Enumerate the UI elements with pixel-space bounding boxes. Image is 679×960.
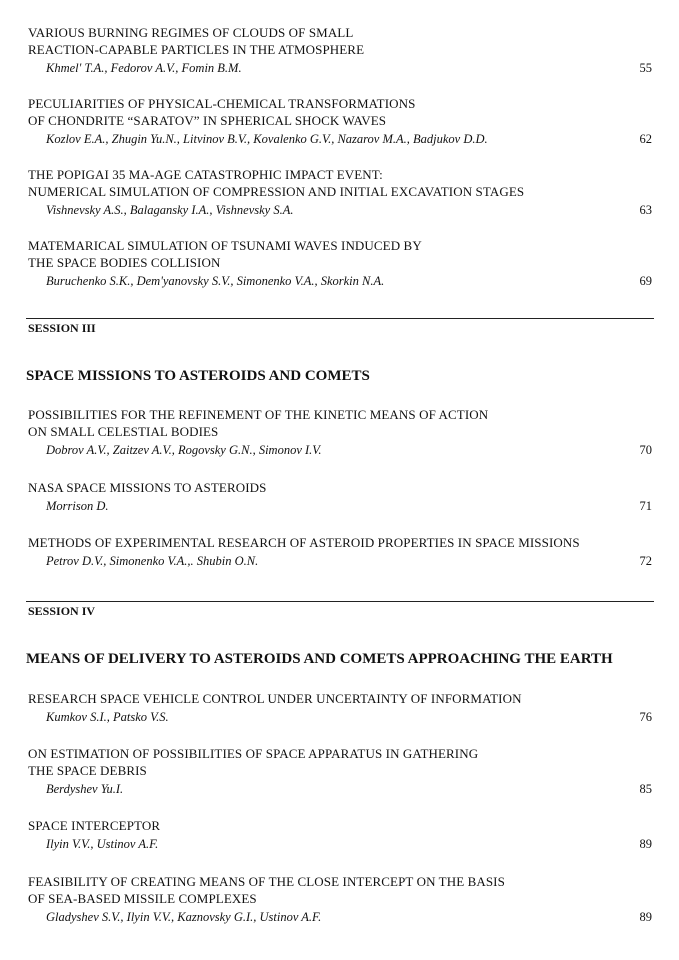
session-label: SESSION III [28, 321, 96, 335]
entry-authors-row [28, 708, 652, 726]
entry-authors-row [28, 835, 652, 853]
entry-title-line: NASA SPACE MISSIONS TO ASTEROIDS [28, 480, 267, 495]
entry-title-line: ON ESTIMATION OF POSSIBILITIES OF SPACE APPARATUS IN GATHERING [28, 746, 479, 761]
entry-title-line: SPACE INTERCEPTOR [28, 818, 161, 833]
entry-title-line: POSSIBILITIES FOR THE REFINEMENT OF THE KINETIC MEANS OF ACTION [28, 407, 489, 422]
toc-entry[interactable] [28, 237, 652, 290]
entry-title-line: REACTION-CAPABLE PARTICLES IN THE ATMOSPHERE [28, 42, 365, 57]
entry-page-number: 55 [639, 61, 652, 75]
entry-authors: Berdyshev Yu.I. [46, 782, 124, 796]
toc-entry[interactable] [28, 166, 652, 219]
entry-authors: Buruchenko S.K., Dem'yanovsky S.V., Simonenko V.A., Skorkin N.A. [46, 274, 385, 288]
entry-title-line: VARIOUS BURNING REGIMES OF CLOUDS OF SMALL [28, 25, 354, 40]
toc-entry[interactable] [28, 534, 652, 570]
entry-authors-row [28, 908, 652, 926]
entry-authors: Gladyshev S.V., Ilyin V.V., Kaznovsky G.I., Ustinov A.F. [46, 910, 322, 924]
entry-authors-row [28, 780, 652, 798]
entry-title-line: THE SPACE BODIES COLLISION [28, 255, 221, 270]
entry-page-number: 72 [639, 554, 652, 568]
entry-title-line: THE POPIGAI 35 MA-AGE CATASTROPHIC IMPACT EVENT: [28, 167, 383, 182]
toc-entry[interactable] [28, 873, 652, 926]
entry-authors: Khmel' T.A., Fedorov A.V., Fomin B.M. [46, 61, 242, 75]
entry-title-line: RESEARCH SPACE VEHICLE CONTROL UNDER UNCERTAINTY OF INFORMATION [28, 691, 522, 706]
entry-title-line: ON SMALL CELESTIAL BODIES [28, 424, 219, 439]
toc-entry[interactable] [28, 690, 652, 726]
entry-authors: Petrov D.V., Simonenko V.A.,. Shubin O.N. [46, 554, 259, 568]
entry-authors: Vishnevsky A.S., Balagansky I.A., Vishnevsky S.A. [46, 203, 294, 217]
entry-page-number: 63 [639, 203, 652, 217]
entry-title-line: MATEMARICAL SIMULATION OF TSUNAMI WAVES INDUCED BY [28, 238, 422, 253]
entry-title-line: METHODS OF EXPERIMENTAL RESEARCH OF ASTEROID PROPERTIES IN SPACE MISSIONS [28, 535, 580, 550]
entry-page-number: 89 [639, 910, 652, 924]
entry-authors-row [28, 130, 652, 148]
entry-authors: Morrison D. [46, 499, 109, 513]
entry-authors-row [28, 59, 652, 77]
toc-entry[interactable] [28, 745, 652, 798]
toc-entry[interactable] [28, 24, 652, 77]
entry-page-number: 69 [639, 274, 652, 288]
entry-authors: Ilyin V.V., Ustinov A.F. [46, 837, 159, 851]
section-divider [26, 601, 654, 602]
entry-title-line: NUMERICAL SIMULATION OF COMPRESSION AND INITIAL EXCAVATION STAGES [28, 184, 525, 199]
entry-page-number: 62 [639, 132, 652, 146]
toc-entry[interactable] [28, 817, 652, 853]
entry-authors: Dobrov A.V., Zaitzev A.V., Rogovsky G.N., Simonov I.V. [46, 443, 322, 457]
entry-page-number: 76 [639, 710, 652, 724]
entry-authors-row [28, 272, 652, 290]
entry-title-line: FEASIBILITY OF CREATING MEANS OF THE CLOSE INTERCEPT ON THE BASIS [28, 874, 505, 889]
entry-authors-row [28, 497, 652, 515]
entry-authors: Kozlov E.A., Zhugin Yu.N., Litvinov B.V., Kovalenko G.V., Nazarov M.A., Badjukov D.D. [46, 132, 488, 146]
entry-authors: Kumkov S.I., Patsko V.S. [46, 710, 169, 724]
toc-entry[interactable] [28, 95, 652, 148]
entry-authors-row [28, 552, 652, 570]
entry-title-line: OF CHONDRITE “SARATOV” IN SPHERICAL SHOCK WAVES [28, 113, 387, 128]
entry-page-number: 89 [639, 837, 652, 851]
session-label: SESSION IV [28, 604, 96, 618]
section-heading: MEANS OF DELIVERY TO ASTEROIDS AND COMETS APPROACHING THE EARTH [26, 651, 613, 667]
entry-authors-row [28, 201, 652, 219]
entry-title-line: THE SPACE DEBRIS [28, 763, 147, 778]
entry-page-number: 71 [639, 499, 652, 513]
entry-authors-row [28, 441, 652, 459]
section-divider [26, 318, 654, 319]
entry-title-line: PECULIARITIES OF PHYSICAL-CHEMICAL TRANSFORMATIONS [28, 96, 416, 111]
entry-page-number: 70 [639, 443, 652, 457]
toc-entry[interactable] [28, 479, 652, 515]
entry-title-line: OF SEA-BASED MISSILE COMPLEXES [28, 891, 257, 906]
section-heading: SPACE MISSIONS TO ASTEROIDS AND COMETS [26, 368, 370, 384]
toc-entry[interactable] [28, 406, 652, 459]
entry-page-number: 85 [639, 782, 652, 796]
